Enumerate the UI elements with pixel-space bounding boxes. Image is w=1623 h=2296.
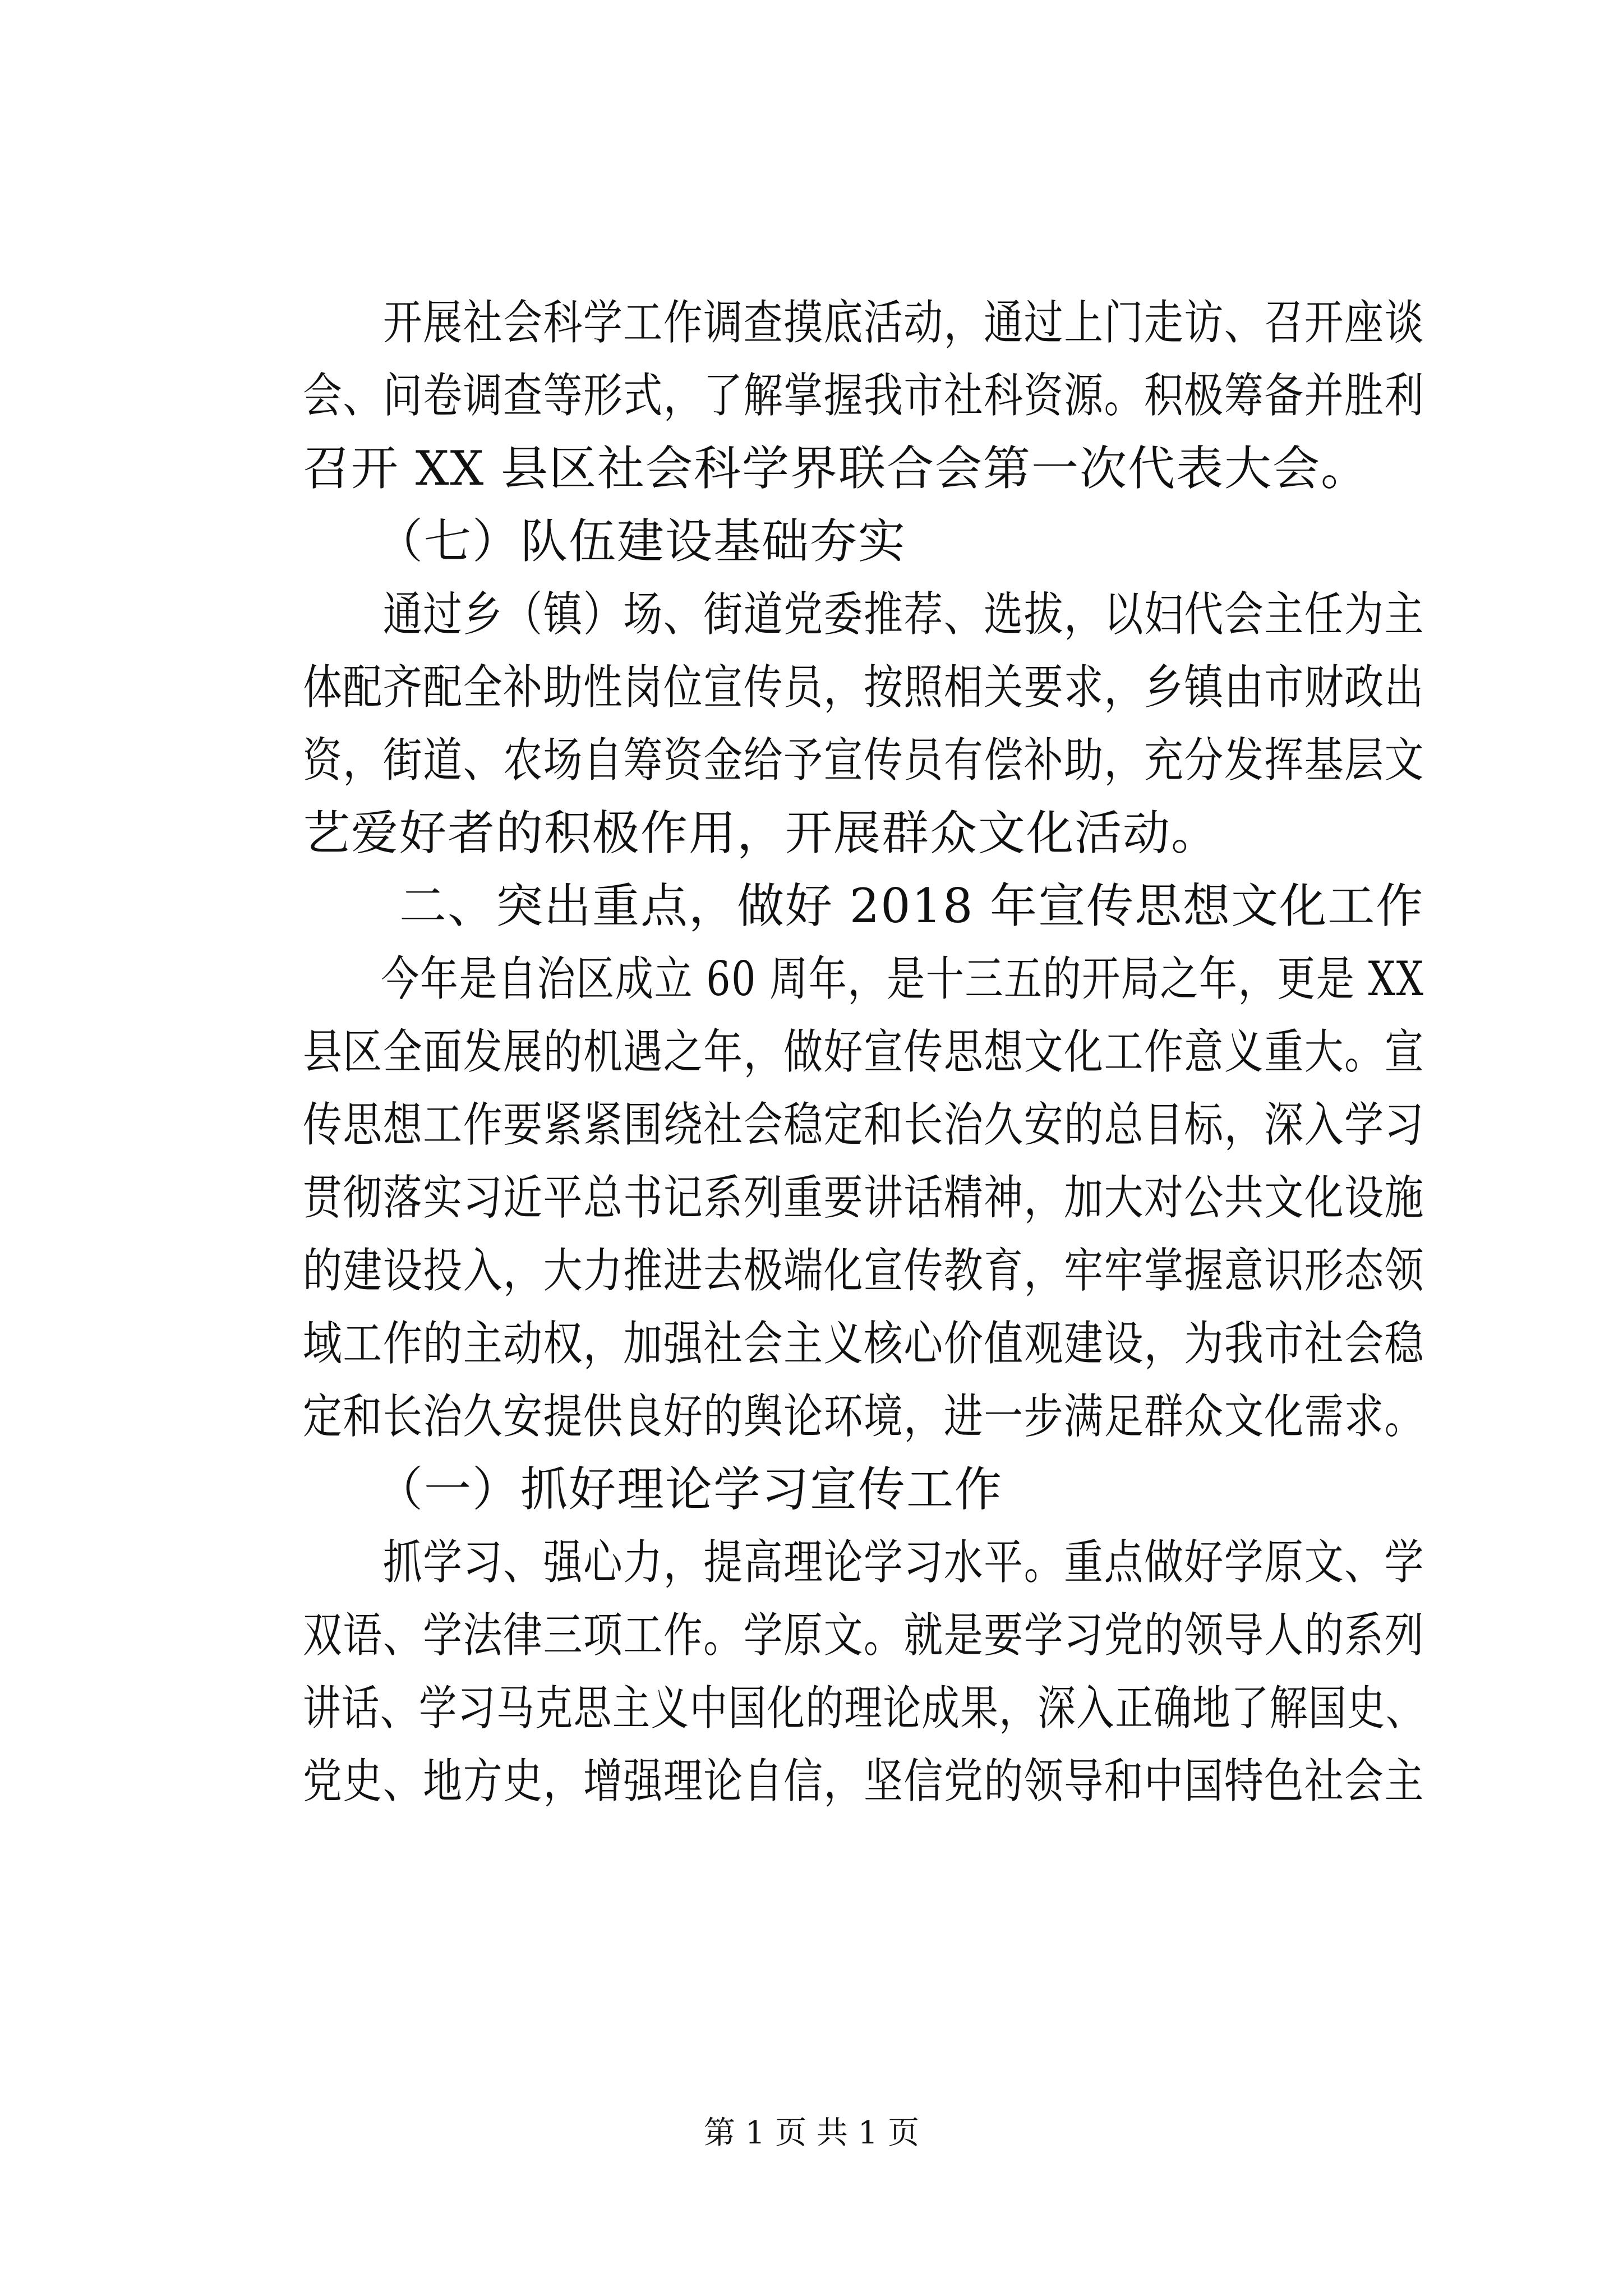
text-line-20: 讲话、学习马克思主义中国化的理论成果，深入正确地了解国史、	[303, 1681, 1425, 1736]
page-footer: 第 1 页 共 1 页	[703, 2115, 920, 2151]
text-line-14: 的建设投入，大力推进去极端化宣传教育，牢牢掌握意识形态领	[303, 1243, 1425, 1298]
text-line-8: 艺爱好者的积极作用，开展群众文化活动。	[303, 806, 1220, 861]
text-line-19: 双语、学法律三项工作。学原文。就是要学习党的领导人的系列	[303, 1608, 1425, 1663]
text-line-21: 党史、地方史，增强理论自信，坚信党的领导和中国特色社会主	[303, 1754, 1425, 1809]
section-heading-2: 二、突出重点，做好 2018 年宣传思想文化工作	[303, 878, 1424, 933]
section-heading-1: （一）抓好理论学习宣传工作	[303, 1462, 1003, 1517]
text-line-5: 通过乡（镇）场、街道党委推荐、选拔，以妇代会主任为主	[303, 587, 1425, 642]
text-line-1: 开展社会科学工作调查摸底活动，通过上门走访、召开座谈	[303, 295, 1425, 350]
text-line-12: 传思想工作要紧紧围绕社会稳定和长治久安的总目标，深入学习	[303, 1097, 1425, 1152]
text-line-18: 抓学习、强心力，提高理论学习水平。重点做好学原文、学	[303, 1535, 1425, 1590]
text-line-10: 今年是自治区成立 60 周年，是十三五的开局之年，更是 XX	[303, 951, 1424, 1006]
text-line-3: 召开 XX 县区社会科学界联合会第一次代表大会。	[303, 441, 1370, 496]
text-line-2: 会、问卷调查等形式，了解掌握我市社科资源。积极筹备并胜利	[303, 368, 1425, 423]
text-line-6: 体配齐配全补助性岗位宣传员，按照相关要求，乡镇由市财政出	[303, 660, 1425, 715]
text-line-16: 定和长治久安提供良好的舆论环境，进一步满足群众文化需求。	[303, 1389, 1425, 1444]
text-line-15: 域工作的主动权，加强社会主义核心价值观建设，为我市社会稳	[303, 1316, 1425, 1371]
text-line-11: 县区全面发展的机遇之年，做好宣传思想文化工作意义重大。宣	[303, 1024, 1425, 1079]
section-heading-7: （七）队伍建设基础夯实	[303, 514, 907, 569]
text-line-13: 贯彻落实习近平总书记系列重要讲话精神，加大对公共文化设施	[303, 1170, 1425, 1225]
text-line-7: 资，街道、农场自筹资金给予宣传员有偿补助，充分发挥基层文	[303, 733, 1425, 788]
